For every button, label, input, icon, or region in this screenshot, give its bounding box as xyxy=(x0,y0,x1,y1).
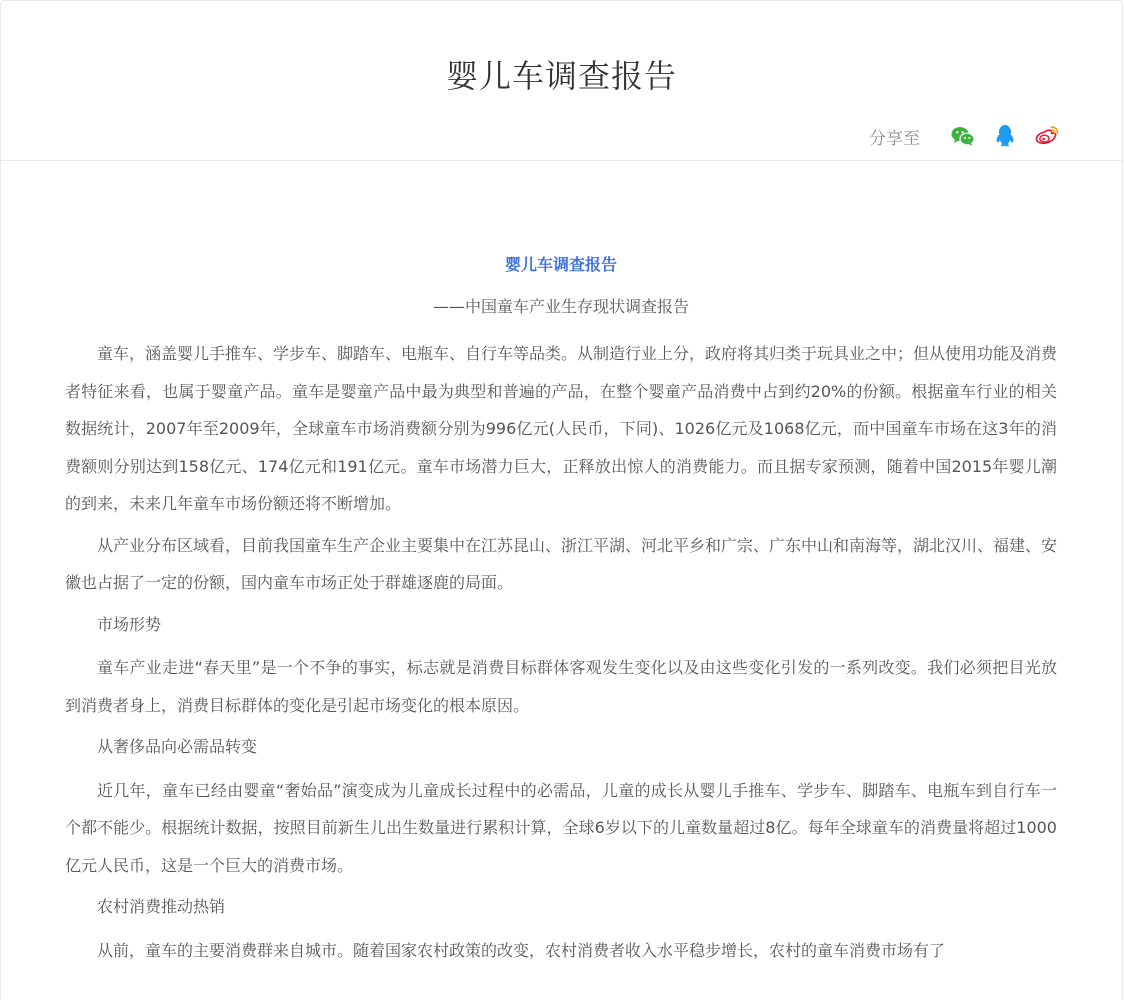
section-heading-rural: 农村消费推动热销 xyxy=(97,897,226,916)
article-subtitle: ——中国童车产业生存现状调查报告 xyxy=(432,297,689,316)
paragraph-rural: 从前，童车的主要消费群来自城市。随着国家农村政策的改变，农村消费者收入水平稳步增长，农村的童车消费市场有了 xyxy=(97,940,946,960)
paragraph-intro: 童车，涵盖婴儿手推车、学步车、脚踏车、电瓶车、自行车等品类。从制造行业上分，政府将其归类于玩具业之中；但从使用功能及消费者特征来看，也属于婴童产品。童车是婴童产品中最为典型和普遍的产品，在整个婴童产品消费中占到约20%的份额。根据童车行业的相关数据统计，2007年至2009年，全球童车市场消费额分别为996亿元(人民币，下同)、1026亿元及1068亿元，而中国童车市场在这3年的消费额则分别达到158亿元、174亿元和191亿元。童车市场潜力巨大，正释放出惊人的消费能力。而且据专家预测，随着中国2015年婴儿潮的到来，未来几年童车市场份额还将不断增加。 xyxy=(65,344,1058,513)
section-heading-luxury: 从奢侈品向必需品转变 xyxy=(97,737,258,756)
weibo-icon[interactable] xyxy=(1034,123,1060,149)
article-content xyxy=(65,251,1057,973)
paragraph-luxury: 近几年，童车已经由婴童“奢始品”演变成为儿童成长过程中的必需品，儿童的成长从婴儿手推车、学步车、脚踏车、电瓶车到自行车一个都不能少。根据统计数据，按照目前新生儿出生数量进行累积计算，全球6岁以下的儿童数量超过8亿。每年全球童车的消费量将超过1000亿元人民币，这是一个巨大的消费市场。 xyxy=(65,780,1057,875)
qq-icon[interactable] xyxy=(992,123,1018,149)
paragraph-market: 童车产业走进“春天里”是一个不争的事实，标志就是消费目标群体客观发生变化以及由这些变化引发的一系列改变。我们必须把目光放到消费者身上，消费目标群体的变化是引起市场变化的根本原因。 xyxy=(65,658,1057,715)
page-header xyxy=(1,1,1122,161)
page-title: 婴儿车调查报告 xyxy=(445,57,677,95)
section-heading-market: 市场形势 xyxy=(97,614,162,634)
share-bar xyxy=(869,122,1060,150)
share-label: 分享至 xyxy=(869,128,920,149)
wechat-icon[interactable] xyxy=(950,123,976,149)
article-title: 婴儿车调查报告 xyxy=(504,255,617,274)
paragraph-region: 从产业分布区域看，目前我国童车生产企业主要集中在江苏昆山、浙江平湖、河北平乡和广宗、广东中山和南海等，湖北汉川、福建、安徽也占据了一定的份额，国内童车市场正处于群雄逐鹿的局面。 xyxy=(65,535,1058,592)
